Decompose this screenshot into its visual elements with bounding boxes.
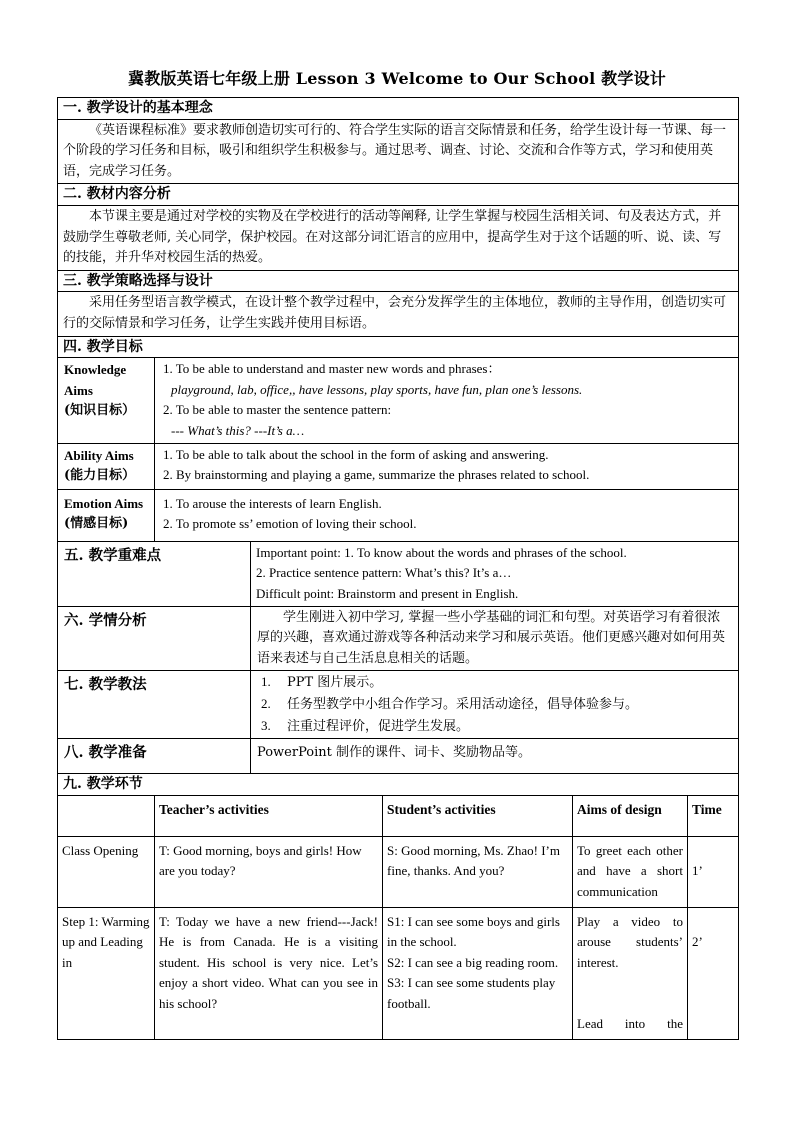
aims-cell: To greet each other and have a short communication [573,836,688,907]
section-1-heading: 一. 教学设计的基本理念 [58,98,739,120]
preparation-text: PowerPoint 制作的课件、词卡、奖励物品等。 [251,739,739,774]
time-header: Time [688,795,739,836]
section-1-text: 《英语课程标准》要求教师创造切实可行的、符合学生实际的语言交际情景和任务，给学生设计每一节课、每一个阶段的学习任务和目标，吸引和组织学生积极参与。通过思考、调查、讨论、交流和合作等方式，学习和使用英语，完成学习任务。 [58,119,739,184]
knowledge-aims-label: Knowledge Aims (知识目标） [58,358,155,443]
time-cell: 1’ [688,836,739,907]
stage-cell: Step 1: Warming up and Leading in [58,907,155,1039]
student-cell: S: Good morning, Ms. Zhao! I’m fine, thanks. And you? [383,836,573,907]
ability-aims-label: Ability Aims (能力目标） [58,443,155,489]
section-3-heading: 三. 教学策略选择与设计 [58,270,739,292]
lesson-plan-table [57,97,739,1040]
teacher-cell: T: Good morning, boys and girls! How are you today? [155,836,383,907]
emotion-aims-content: 1. To arouse the interests of learn English. 2. To promote ss’ emotion of loving their school. [155,489,739,541]
knowledge-aims-content: 1. To be able to understand and master new words and phrases： playground, lab, office,, have lessons, play sports, have fun, plan one’s lessons. 2. To be able to master the sentence pattern: --- What’s this? ---It’s a… [155,358,739,443]
table-row [58,907,739,1039]
student-analysis-text: 学生刚进入初中学习, 掌握一些小学基础的词汇和句型。对英语学习有着很浓厚的兴趣，喜欢通过游戏等各种活动来学习和展示英语。他们更感兴趣对如何用英语来表述与自己生活息息相关的话题。 [251,606,739,671]
student-activities-header: Student’s activities [383,795,573,836]
page-title: 冀教版英语七年级上册 Lesson 3 Welcome to Our School 教学设计 [128,69,666,88]
section-2-text: 本节课主要是通过对学校的实物及在学校进行的活动等阐释, 让学生掌握与校园生活相关词、句及表达方式，并鼓励学生尊敬老师, 关心同学，保护校园。在对这部分词汇语言的应用中，提高学生对于这个话题的听、说、读、写的技能，并升华对校园生活的热爱。 [58,205,739,270]
key-points-row [58,541,739,606]
section-6-heading: 六. 学情分析 [58,606,251,671]
procedure-header-row [58,795,739,836]
teaching-methods-list [251,671,739,739]
teacher-cell: T: Today we have a new friend---Jack! He is from Canada. He is a visiting student. His school is very nice. Let’s enjoy a short video. What can you see in his school? [155,907,383,1039]
knowledge-aims-row [58,358,739,443]
list-item: 2. 任务型教学中小组合作学习。采用活动途径，倡导体验参与。 [261,696,639,713]
table-row [58,836,739,907]
section-2-heading: 二. 教材内容分析 [58,184,739,206]
section-4-heading: 四. 教学目标 [58,336,739,358]
ability-aims-content: 1. To be able to talk about the school in the form of asking and answering. 2. By brainstorming and playing a game, summarize the phrases related to school. [155,443,739,489]
section-5-heading: 五. 教学重难点 [58,541,251,606]
section-9-heading: 九. 教学环节 [58,774,739,796]
preparation-row [58,739,739,774]
aims-cell: Play a video to arouse students’ interest. Lead into the [573,907,688,1039]
student-analysis-row [58,606,739,671]
ability-aims-row [58,443,739,489]
aims-of-design-header: Aims of design [573,795,688,836]
section-3-text: 采用任务型语言教学模式，在设计整个教学过程中，会充分发挥学生的主体地位，教师的主导作用，创造切实可行的交际情景和学习任务，让学生实践并使用目标语。 [58,292,739,336]
time-cell: 2’ [688,907,739,1039]
stage-header [58,795,155,836]
list-item: 3. 注重过程评价，促进学生发展。 [261,717,470,734]
student-cell: S1: I can see some boys and girls in the school. S2: I can see a big reading room. S3: I can see some students play football. [383,907,573,1039]
section-8-heading: 八. 教学准备 [58,739,251,774]
teacher-activities-header: Teacher’s activities [155,795,383,836]
emotion-aims-row [58,489,739,541]
teaching-methods-row [58,671,739,739]
list-item: 1. PPT 图片展示。 [261,674,383,691]
section-7-heading: 七. 教学教法 [58,671,251,739]
stage-cell: Class Opening [58,836,155,907]
emotion-aims-label: Emotion Aims (情感目标) [58,489,155,541]
key-points-content: Important point: 1. To know about the words and phrases of the school. 2. Practice sentence pattern: What’s this? It’s a… Difficult point: Brainstorm and present in English. [251,541,739,606]
